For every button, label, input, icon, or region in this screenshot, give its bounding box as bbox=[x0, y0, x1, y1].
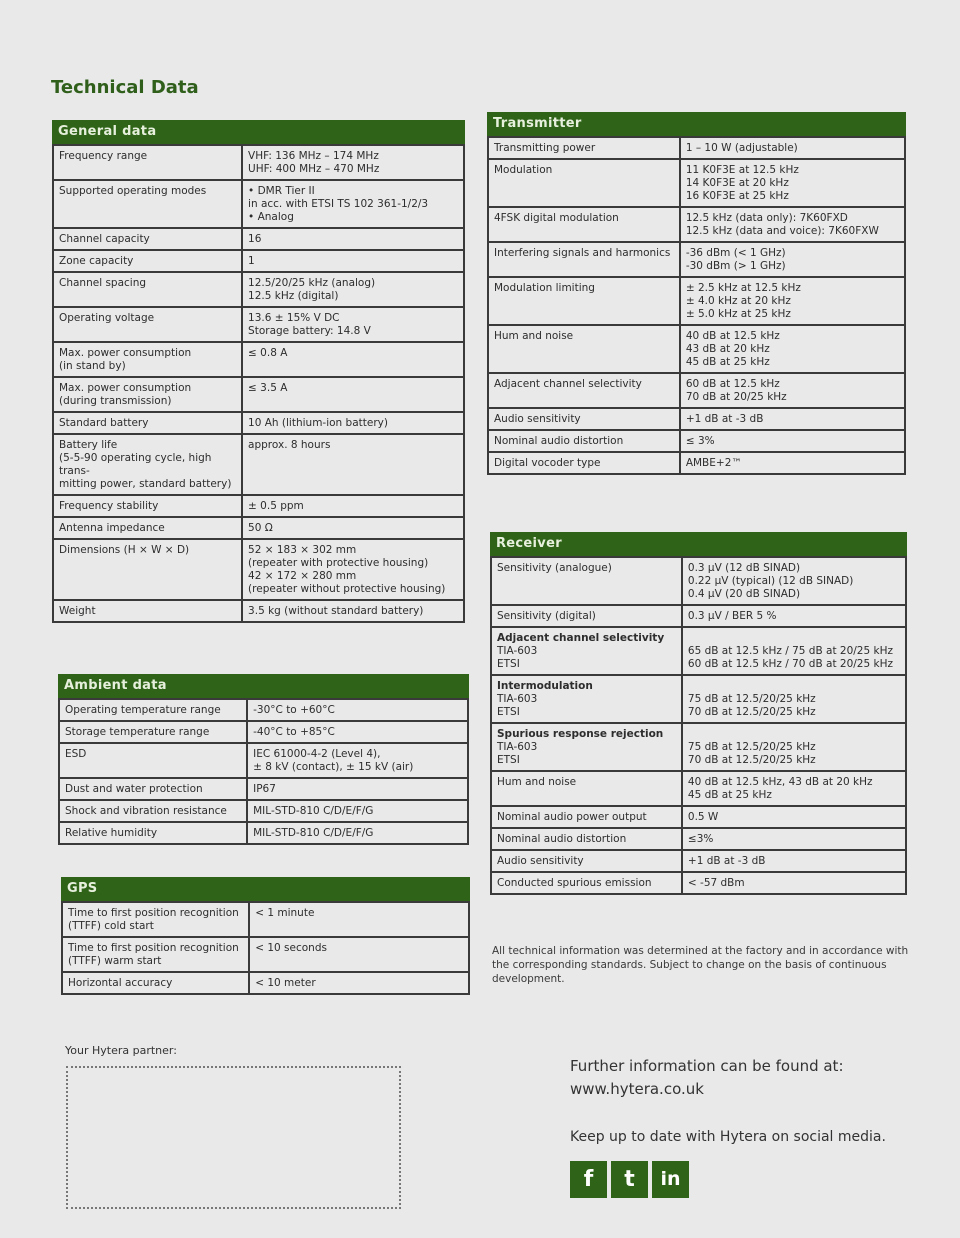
spec-label bbox=[53, 250, 242, 272]
gps-table bbox=[61, 901, 470, 995]
spec-row bbox=[488, 242, 905, 277]
spec-row bbox=[62, 972, 469, 994]
spec-label-line: ETSI bbox=[497, 658, 520, 670]
spec-label-line: Transmitting power bbox=[494, 142, 596, 154]
spec-label-line: Relative humidity bbox=[65, 827, 158, 839]
spec-label bbox=[491, 557, 682, 605]
spec-label bbox=[488, 159, 680, 207]
spec-label-line: Horizontal accuracy bbox=[68, 977, 173, 989]
spec-label-line: Hum and noise bbox=[494, 330, 574, 342]
spec-row bbox=[53, 272, 464, 307]
spec-label bbox=[491, 806, 682, 828]
spec-value-line: -40°C to +85°C bbox=[253, 726, 335, 738]
section-heading: Receiver bbox=[490, 532, 907, 556]
spec-row bbox=[53, 250, 464, 272]
gps-section bbox=[61, 877, 470, 995]
spec-value-line: 70 dB at 20/25 kHz bbox=[685, 391, 787, 403]
social-media-text: Keep up to date with Hytera on social media. bbox=[570, 1129, 886, 1145]
spec-label-line: TIA-603 bbox=[497, 645, 538, 657]
spec-value bbox=[242, 145, 464, 180]
spec-label bbox=[488, 277, 680, 325]
spec-value-line: 12.5 kHz (data only): 7K60FXD bbox=[685, 212, 848, 224]
spec-label-line: Battery life bbox=[59, 439, 118, 451]
section-heading: General data bbox=[52, 120, 465, 144]
spec-value-line: < 10 meter bbox=[255, 977, 316, 989]
spec-row bbox=[488, 207, 905, 242]
spec-row bbox=[488, 373, 905, 408]
spec-label bbox=[491, 723, 682, 771]
spec-label-line: Standard battery bbox=[59, 417, 149, 429]
spec-row bbox=[62, 902, 469, 937]
spec-row bbox=[53, 307, 464, 342]
spec-value-line: 70 dB at 12.5/20/25 kHz bbox=[687, 754, 816, 766]
spec-value-line: ≤ 0.8 A bbox=[248, 347, 288, 359]
spec-row bbox=[53, 539, 464, 600]
spec-label-line: mitting power, standard battery) bbox=[59, 478, 232, 490]
spec-value bbox=[247, 800, 468, 822]
spec-row bbox=[491, 850, 906, 872]
spec-label-line: (in stand by) bbox=[59, 360, 126, 372]
spec-label bbox=[59, 743, 247, 778]
spec-row bbox=[488, 408, 905, 430]
spec-value bbox=[682, 828, 906, 850]
spec-row bbox=[53, 377, 464, 412]
spec-value bbox=[247, 822, 468, 844]
spec-label bbox=[53, 412, 242, 434]
spec-label-line: Channel capacity bbox=[59, 233, 150, 245]
spec-value-line: < 10 seconds bbox=[255, 942, 327, 954]
spec-label bbox=[491, 675, 682, 723]
spec-value-line: +1 dB at -3 dB bbox=[685, 413, 764, 425]
spec-label bbox=[53, 145, 242, 180]
spec-label bbox=[491, 872, 682, 894]
spec-group-title: Intermodulation bbox=[497, 680, 593, 692]
spec-row bbox=[53, 228, 464, 250]
spec-row bbox=[53, 434, 464, 495]
spec-label-line: Dust and water protection bbox=[65, 783, 203, 795]
spec-row bbox=[491, 806, 906, 828]
spec-value-line: 70 dB at 12.5/20/25 kHz bbox=[687, 706, 816, 718]
spec-value bbox=[682, 557, 906, 605]
spec-value bbox=[682, 872, 906, 894]
spec-label-line: Dimensions (H × W × D) bbox=[59, 544, 190, 556]
section-heading: Ambient data bbox=[58, 674, 469, 698]
spec-value-line: 60 dB at 12.5 kHz bbox=[685, 378, 780, 390]
spec-label-line: Frequency range bbox=[59, 150, 148, 162]
spec-value-line: 12.5/20/25 kHz (analog) bbox=[248, 277, 376, 289]
spec-label bbox=[488, 373, 680, 408]
spec-value-line: 50 Ω bbox=[248, 522, 273, 534]
section-heading: GPS bbox=[61, 877, 470, 901]
spec-label-line: Antenna impedance bbox=[59, 522, 165, 534]
spec-value-line: 1 – 10 W (adjustable) bbox=[685, 142, 798, 154]
spec-value-line: < -57 dBm bbox=[687, 877, 745, 889]
receiver-section bbox=[490, 532, 907, 895]
spec-label bbox=[59, 721, 247, 743]
spec-value bbox=[249, 902, 469, 937]
spec-value bbox=[680, 452, 905, 474]
spec-value bbox=[680, 325, 905, 373]
spec-label-line: Digital vocoder type bbox=[494, 457, 601, 469]
spec-value-line: VHF: 136 MHz – 174 MHz bbox=[248, 150, 379, 162]
spacer bbox=[688, 632, 900, 645]
transmitter-section bbox=[487, 112, 906, 475]
spec-group-title: Spurious response rejection bbox=[497, 728, 664, 740]
spec-value bbox=[247, 743, 468, 778]
spec-row bbox=[491, 872, 906, 894]
spec-label-line: Time to first position recognition bbox=[68, 907, 239, 919]
spec-value-line: ± 5.0 kHz at 25 kHz bbox=[685, 308, 791, 320]
spec-row bbox=[53, 145, 464, 180]
facebook-icon[interactable]: f bbox=[570, 1161, 607, 1198]
spec-value-line: (repeater with protective housing) bbox=[248, 557, 429, 569]
spec-label-line: Audio sensitivity bbox=[497, 855, 584, 867]
spec-value bbox=[680, 242, 905, 277]
spec-row bbox=[491, 771, 906, 806]
spec-value-line: approx. 8 hours bbox=[248, 439, 331, 451]
spec-value-line: UHF: 400 MHz – 470 MHz bbox=[248, 163, 380, 175]
spec-value-line: -30°C to +60°C bbox=[253, 704, 335, 716]
spec-label-line: Adjacent channel selectivity bbox=[494, 378, 642, 390]
spec-value-line: 16 K0F3E at 25 kHz bbox=[685, 190, 789, 202]
spec-value-line: • DMR Tier II bbox=[248, 185, 315, 197]
spec-label-line: Supported operating modes bbox=[59, 185, 207, 197]
twitter-icon[interactable]: t bbox=[611, 1161, 648, 1198]
spec-value-line: ± 0.5 ppm bbox=[248, 500, 304, 512]
spec-label bbox=[62, 972, 249, 994]
spec-label bbox=[488, 137, 680, 159]
spec-row bbox=[488, 325, 905, 373]
spec-label-line: Max. power consumption bbox=[59, 347, 192, 359]
spec-label bbox=[491, 605, 682, 627]
spec-label-line: ETSI bbox=[497, 754, 520, 766]
spec-group-title: Adjacent channel selectivity bbox=[497, 632, 665, 644]
spec-label bbox=[488, 242, 680, 277]
spec-value bbox=[682, 675, 906, 723]
spec-value-line: 40 dB at 12.5 kHz, 43 dB at 20 kHz bbox=[687, 776, 873, 788]
spec-value-line: -30 dBm (> 1 GHz) bbox=[685, 260, 786, 272]
spec-label-line: Channel spacing bbox=[59, 277, 147, 289]
partner-label: Your Hytera partner: bbox=[65, 1044, 177, 1057]
spec-label bbox=[488, 408, 680, 430]
spec-value bbox=[249, 937, 469, 972]
spec-label-line: Sensitivity (analogue) bbox=[497, 562, 612, 574]
spec-value-line: MIL-STD-810 C/D/E/F/G bbox=[253, 827, 374, 839]
further-info-text: Further information can be found at: bbox=[570, 1057, 844, 1075]
spec-value-line: ± 4.0 kHz at 20 kHz bbox=[685, 295, 791, 307]
spec-value-line: -36 dBm (< 1 GHz) bbox=[685, 247, 786, 259]
spec-value bbox=[680, 159, 905, 207]
spec-value bbox=[680, 277, 905, 325]
spec-row bbox=[488, 137, 905, 159]
spec-label bbox=[53, 495, 242, 517]
general-data-section bbox=[52, 120, 465, 623]
website-link[interactable]: www.hytera.co.uk bbox=[570, 1080, 704, 1098]
spec-row bbox=[59, 699, 468, 721]
spec-value-line: 1 bbox=[248, 255, 255, 267]
spec-row bbox=[53, 495, 464, 517]
spec-value bbox=[242, 434, 464, 495]
spec-label bbox=[53, 539, 242, 600]
ambient-data-table bbox=[58, 698, 469, 845]
spec-label-line: Shock and vibration resistance bbox=[65, 805, 227, 817]
spec-label bbox=[488, 452, 680, 474]
spec-row bbox=[491, 828, 906, 850]
spec-value-line: (repeater without protective housing) bbox=[248, 583, 446, 595]
spec-value bbox=[242, 412, 464, 434]
partner-box bbox=[66, 1066, 401, 1209]
footnote: All technical information was determined at the factory and in accordance with the corresponding standards. Subject to change on the basis of continuous development. bbox=[492, 945, 909, 985]
spec-value-line: 3.5 kg (without standard battery) bbox=[248, 605, 424, 617]
spec-value-line: < 1 minute bbox=[255, 907, 315, 919]
spec-value-line: 75 dB at 12.5/20/25 kHz bbox=[687, 693, 816, 705]
ambient-data-section bbox=[58, 674, 469, 845]
spec-value-line: ≤3% bbox=[687, 833, 714, 845]
spec-label bbox=[53, 228, 242, 250]
spec-value bbox=[247, 721, 468, 743]
spec-label bbox=[53, 180, 242, 228]
spec-label-line: Hum and noise bbox=[497, 776, 577, 788]
spec-value bbox=[682, 806, 906, 828]
spec-row bbox=[59, 822, 468, 844]
spec-label bbox=[53, 434, 242, 495]
spec-value bbox=[242, 228, 464, 250]
spec-value-line: 16 bbox=[248, 233, 262, 245]
spec-label-line: Zone capacity bbox=[59, 255, 134, 267]
spec-row bbox=[62, 937, 469, 972]
spec-label bbox=[59, 822, 247, 844]
spec-label-line: Time to first position recognition bbox=[68, 942, 239, 954]
spec-label-line: Audio sensitivity bbox=[494, 413, 581, 425]
spec-label-line: Weight bbox=[59, 605, 96, 617]
spec-value-line: ± 8 kV (contact), ± 15 kV (air) bbox=[253, 761, 414, 773]
spec-row bbox=[488, 159, 905, 207]
spec-label-line: TIA-603 bbox=[497, 693, 538, 705]
spec-value bbox=[680, 430, 905, 452]
spec-value bbox=[247, 699, 468, 721]
spec-value-line: 42 × 172 × 280 mm bbox=[248, 570, 357, 582]
spec-row bbox=[488, 277, 905, 325]
spec-row bbox=[491, 557, 906, 605]
spec-label-line: Storage temperature range bbox=[65, 726, 210, 738]
spec-value-line: 75 dB at 12.5/20/25 kHz bbox=[687, 741, 816, 753]
spec-row bbox=[53, 517, 464, 539]
transmitter-table bbox=[487, 136, 906, 475]
spec-value-line: 0.4 µV (20 dB SINAD) bbox=[687, 588, 801, 600]
spec-value bbox=[682, 723, 906, 771]
spec-value bbox=[242, 377, 464, 412]
spec-value-line: 0.3 µV / BER 5 % bbox=[687, 610, 777, 622]
spec-value-line: 0.22 µV (typical) (12 dB SINAD) bbox=[687, 575, 854, 587]
spec-value-line: 11 K0F3E at 12.5 kHz bbox=[685, 164, 799, 176]
spec-value bbox=[242, 342, 464, 377]
spec-value bbox=[242, 272, 464, 307]
spec-label bbox=[53, 377, 242, 412]
spec-value-line: MIL-STD-810 C/D/E/F/G bbox=[253, 805, 374, 817]
receiver-table bbox=[490, 556, 907, 895]
spec-label-line: Modulation limiting bbox=[494, 282, 595, 294]
spec-value-line: 10 Ah (lithium-ion battery) bbox=[248, 417, 388, 429]
page-title: Technical Data bbox=[51, 77, 199, 98]
spec-label-line: (TTFF) cold start bbox=[68, 920, 154, 932]
spec-label bbox=[53, 307, 242, 342]
spec-row bbox=[53, 342, 464, 377]
spec-value-line: 0.5 W bbox=[687, 811, 719, 823]
spec-label-line: Frequency stability bbox=[59, 500, 159, 512]
spec-label bbox=[59, 800, 247, 822]
spec-label bbox=[488, 207, 680, 242]
spec-row bbox=[53, 600, 464, 622]
spec-value-line: IEC 61000-4-2 (Level 4), bbox=[253, 748, 381, 760]
spec-label-line: Nominal audio distortion bbox=[497, 833, 627, 845]
section-heading: Transmitter bbox=[487, 112, 906, 136]
spec-value bbox=[247, 778, 468, 800]
spec-value-line: ≤ 3.5 A bbox=[248, 382, 288, 394]
spec-label bbox=[488, 430, 680, 452]
spec-value bbox=[242, 250, 464, 272]
spec-row bbox=[53, 180, 464, 228]
spec-label-line: ETSI bbox=[497, 706, 520, 718]
spec-value-line: +1 dB at -3 dB bbox=[687, 855, 766, 867]
spec-label bbox=[62, 937, 249, 972]
social-icons bbox=[570, 1161, 689, 1198]
linkedin-icon[interactable]: in bbox=[652, 1161, 689, 1198]
spec-label bbox=[491, 828, 682, 850]
spec-label-line: 4FSK digital modulation bbox=[494, 212, 619, 224]
spec-value-line: • Analog bbox=[248, 211, 294, 223]
spec-label-line: Max. power consumption bbox=[59, 382, 192, 394]
spec-value bbox=[682, 605, 906, 627]
spec-value bbox=[682, 627, 906, 675]
spec-label-line: TIA-603 bbox=[497, 741, 538, 753]
spec-value-line: 0.3 µV (12 dB SINAD) bbox=[687, 562, 801, 574]
spec-label-line: Operating temperature range bbox=[65, 704, 221, 716]
spec-value bbox=[249, 972, 469, 994]
spec-value bbox=[680, 373, 905, 408]
spec-label-line: Nominal audio power output bbox=[497, 811, 647, 823]
spec-value bbox=[682, 771, 906, 806]
spec-value-line: 14 K0F3E at 20 kHz bbox=[685, 177, 789, 189]
spec-label bbox=[62, 902, 249, 937]
spec-label-line: Interfering signals and harmonics bbox=[494, 247, 671, 259]
spacer bbox=[688, 728, 900, 741]
spec-label bbox=[488, 325, 680, 373]
spec-row bbox=[53, 412, 464, 434]
spec-label-line: Modulation bbox=[494, 164, 553, 176]
spec-row bbox=[59, 800, 468, 822]
spec-value-line: 65 dB at 12.5 kHz / 75 dB at 20/25 kHz bbox=[687, 645, 893, 657]
spec-label-line: (during transmission) bbox=[59, 395, 172, 407]
spec-value bbox=[242, 307, 464, 342]
spec-row bbox=[488, 452, 905, 474]
general-data-table bbox=[52, 144, 465, 623]
spec-value-line: 43 dB at 20 kHz bbox=[685, 343, 770, 355]
spec-row bbox=[491, 675, 906, 723]
spec-label-line: Operating voltage bbox=[59, 312, 155, 324]
spec-label bbox=[59, 778, 247, 800]
spec-label-line: (5-5-90 operating cycle, high trans- bbox=[59, 452, 212, 477]
spec-value bbox=[682, 850, 906, 872]
spec-label-line: Nominal audio distortion bbox=[494, 435, 624, 447]
spec-label bbox=[59, 699, 247, 721]
spec-value bbox=[242, 517, 464, 539]
spec-value-line: AMBE+2™ bbox=[685, 457, 742, 469]
spec-row bbox=[59, 743, 468, 778]
spec-row bbox=[59, 778, 468, 800]
spec-value-line: 13.6 ± 15% V DC bbox=[248, 312, 340, 324]
spec-value-line: ± 2.5 kHz at 12.5 kHz bbox=[685, 282, 801, 294]
spec-label bbox=[53, 600, 242, 622]
spec-value bbox=[242, 539, 464, 600]
spec-value-line: 52 × 183 × 302 mm bbox=[248, 544, 357, 556]
spec-label bbox=[53, 517, 242, 539]
spec-value-line: ≤ 3% bbox=[685, 435, 715, 447]
spec-label bbox=[53, 272, 242, 307]
spec-value bbox=[680, 207, 905, 242]
spacer bbox=[688, 680, 900, 693]
spec-label-line: Sensitivity (digital) bbox=[497, 610, 596, 622]
spec-value bbox=[680, 408, 905, 430]
spec-label-line: Conducted spurious emission bbox=[497, 877, 652, 889]
spec-value bbox=[242, 600, 464, 622]
spec-value-line: 45 dB at 25 kHz bbox=[687, 789, 772, 801]
spec-value bbox=[680, 137, 905, 159]
spec-value-line: 12.5 kHz (data and voice): 7K60FXW bbox=[685, 225, 879, 237]
spec-value-line: 12.5 kHz (digital) bbox=[248, 290, 339, 302]
spec-label bbox=[53, 342, 242, 377]
spec-value bbox=[242, 180, 464, 228]
spec-row bbox=[59, 721, 468, 743]
spec-value-line: IP67 bbox=[253, 783, 276, 795]
spec-label bbox=[491, 850, 682, 872]
spec-value-line: Storage battery: 14.8 V bbox=[248, 325, 371, 337]
spec-label-line: ESD bbox=[65, 748, 87, 760]
spec-row bbox=[488, 430, 905, 452]
spec-label bbox=[491, 771, 682, 806]
spec-row bbox=[491, 627, 906, 675]
spec-value-line: 60 dB at 12.5 kHz / 70 dB at 20/25 kHz bbox=[687, 658, 893, 670]
spec-value bbox=[242, 495, 464, 517]
spec-value-line: 45 dB at 25 kHz bbox=[685, 356, 770, 368]
spec-label bbox=[491, 627, 682, 675]
spec-value-line: in acc. with ETSI TS 102 361-1/2/3 bbox=[248, 198, 429, 210]
spec-row bbox=[491, 605, 906, 627]
spec-row bbox=[491, 723, 906, 771]
spec-value-line: 40 dB at 12.5 kHz bbox=[685, 330, 780, 342]
spec-label-line: (TTFF) warm start bbox=[68, 955, 162, 967]
